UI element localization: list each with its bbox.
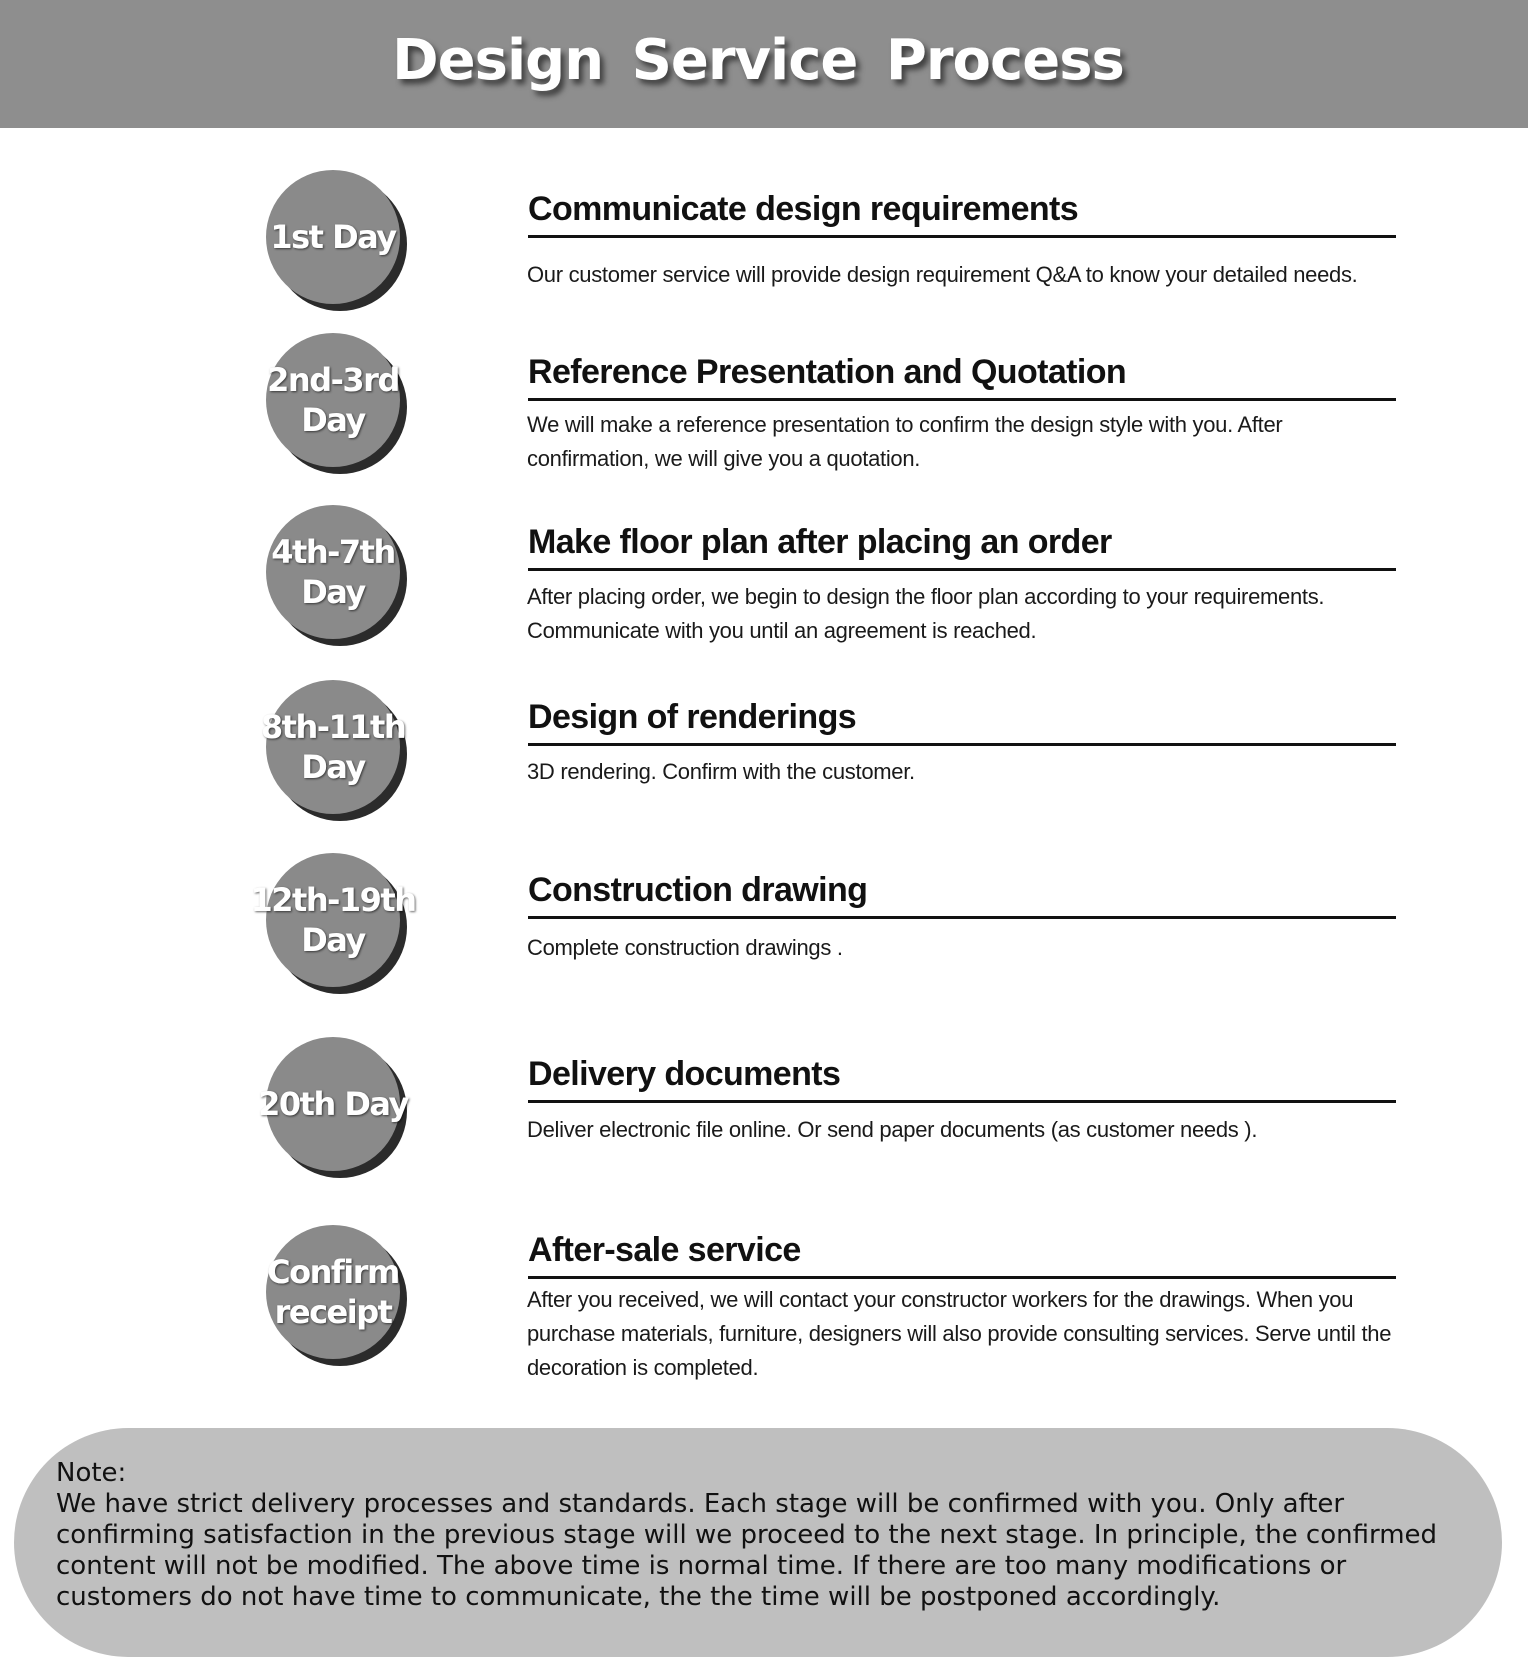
step-title: Make floor plan after placing an order — [528, 523, 1396, 571]
badge-label: Day — [301, 573, 365, 611]
badge-label: 8th-11th — [260, 708, 406, 746]
step-description: Complete construction drawings . — [527, 935, 843, 960]
page-title: Design Service Process — [392, 27, 1124, 93]
badge-label: receipt — [274, 1293, 392, 1331]
note-label: Note: — [56, 1458, 127, 1488]
step-description: After you received, we will contact your constructor workers for the drawings. When you purchase materials, furniture, designers will also provide consulting services. Serve until the decoration is completed. — [527, 1287, 1392, 1380]
step-title: Reference Presentation and Quotation — [528, 353, 1396, 401]
badge-label: Day — [301, 401, 365, 439]
step-title: Delivery documents — [528, 1055, 1396, 1103]
step-description: After placing order, we begin to design the floor plan according to your requirements. Communicate with you until an agreement is reached. — [527, 584, 1325, 643]
badge-label: 20th Day — [258, 1085, 408, 1123]
day-badge — [250, 853, 416, 987]
badge-label: Day — [301, 921, 365, 959]
day-badge — [266, 333, 400, 467]
note-text: We have strict delivery processes and standards. Each stage will be confirmed with you. Only after confirming satisfaction in the previous stage will we proceed to the next stage. In principle, the confirmed content will not be modified. The above time is normal time. If there are too many modifications or customers do not have time to communicate, the the time will be postponed accordingly. — [56, 1489, 1438, 1612]
badge-label: Confirm — [267, 1253, 399, 1291]
step-title: Construction drawing — [528, 871, 1396, 919]
step-description: 3D rendering. Confirm with the customer. — [527, 759, 915, 784]
day-badge — [266, 1225, 400, 1359]
step-description: Deliver electronic file online. Or send paper documents (as customer needs ). — [527, 1117, 1258, 1142]
badge-label: 1st Day — [270, 218, 396, 256]
day-badge — [266, 170, 400, 304]
step-description: Our customer service will provide design requirement Q&A to know your detailed needs. — [527, 262, 1358, 287]
note-box — [14, 1428, 1502, 1657]
step-description: We will make a reference presentation to confirm the design style with you. After confirmation, we will give you a quotation. — [527, 412, 1283, 471]
step-title: After-sale service — [528, 1231, 1396, 1279]
badge-label: Day — [301, 748, 365, 786]
day-badge — [266, 505, 400, 639]
badge-label: 4th-7th — [271, 533, 395, 571]
step-title: Design of renderings — [528, 698, 1396, 746]
badge-label: 2nd-3rd — [267, 361, 399, 399]
day-badge — [258, 1037, 408, 1171]
header-banner — [0, 0, 1528, 128]
step-title: Communicate design requirements — [528, 190, 1396, 238]
badge-label: 12th-19th — [250, 881, 416, 919]
day-badge — [260, 680, 406, 814]
